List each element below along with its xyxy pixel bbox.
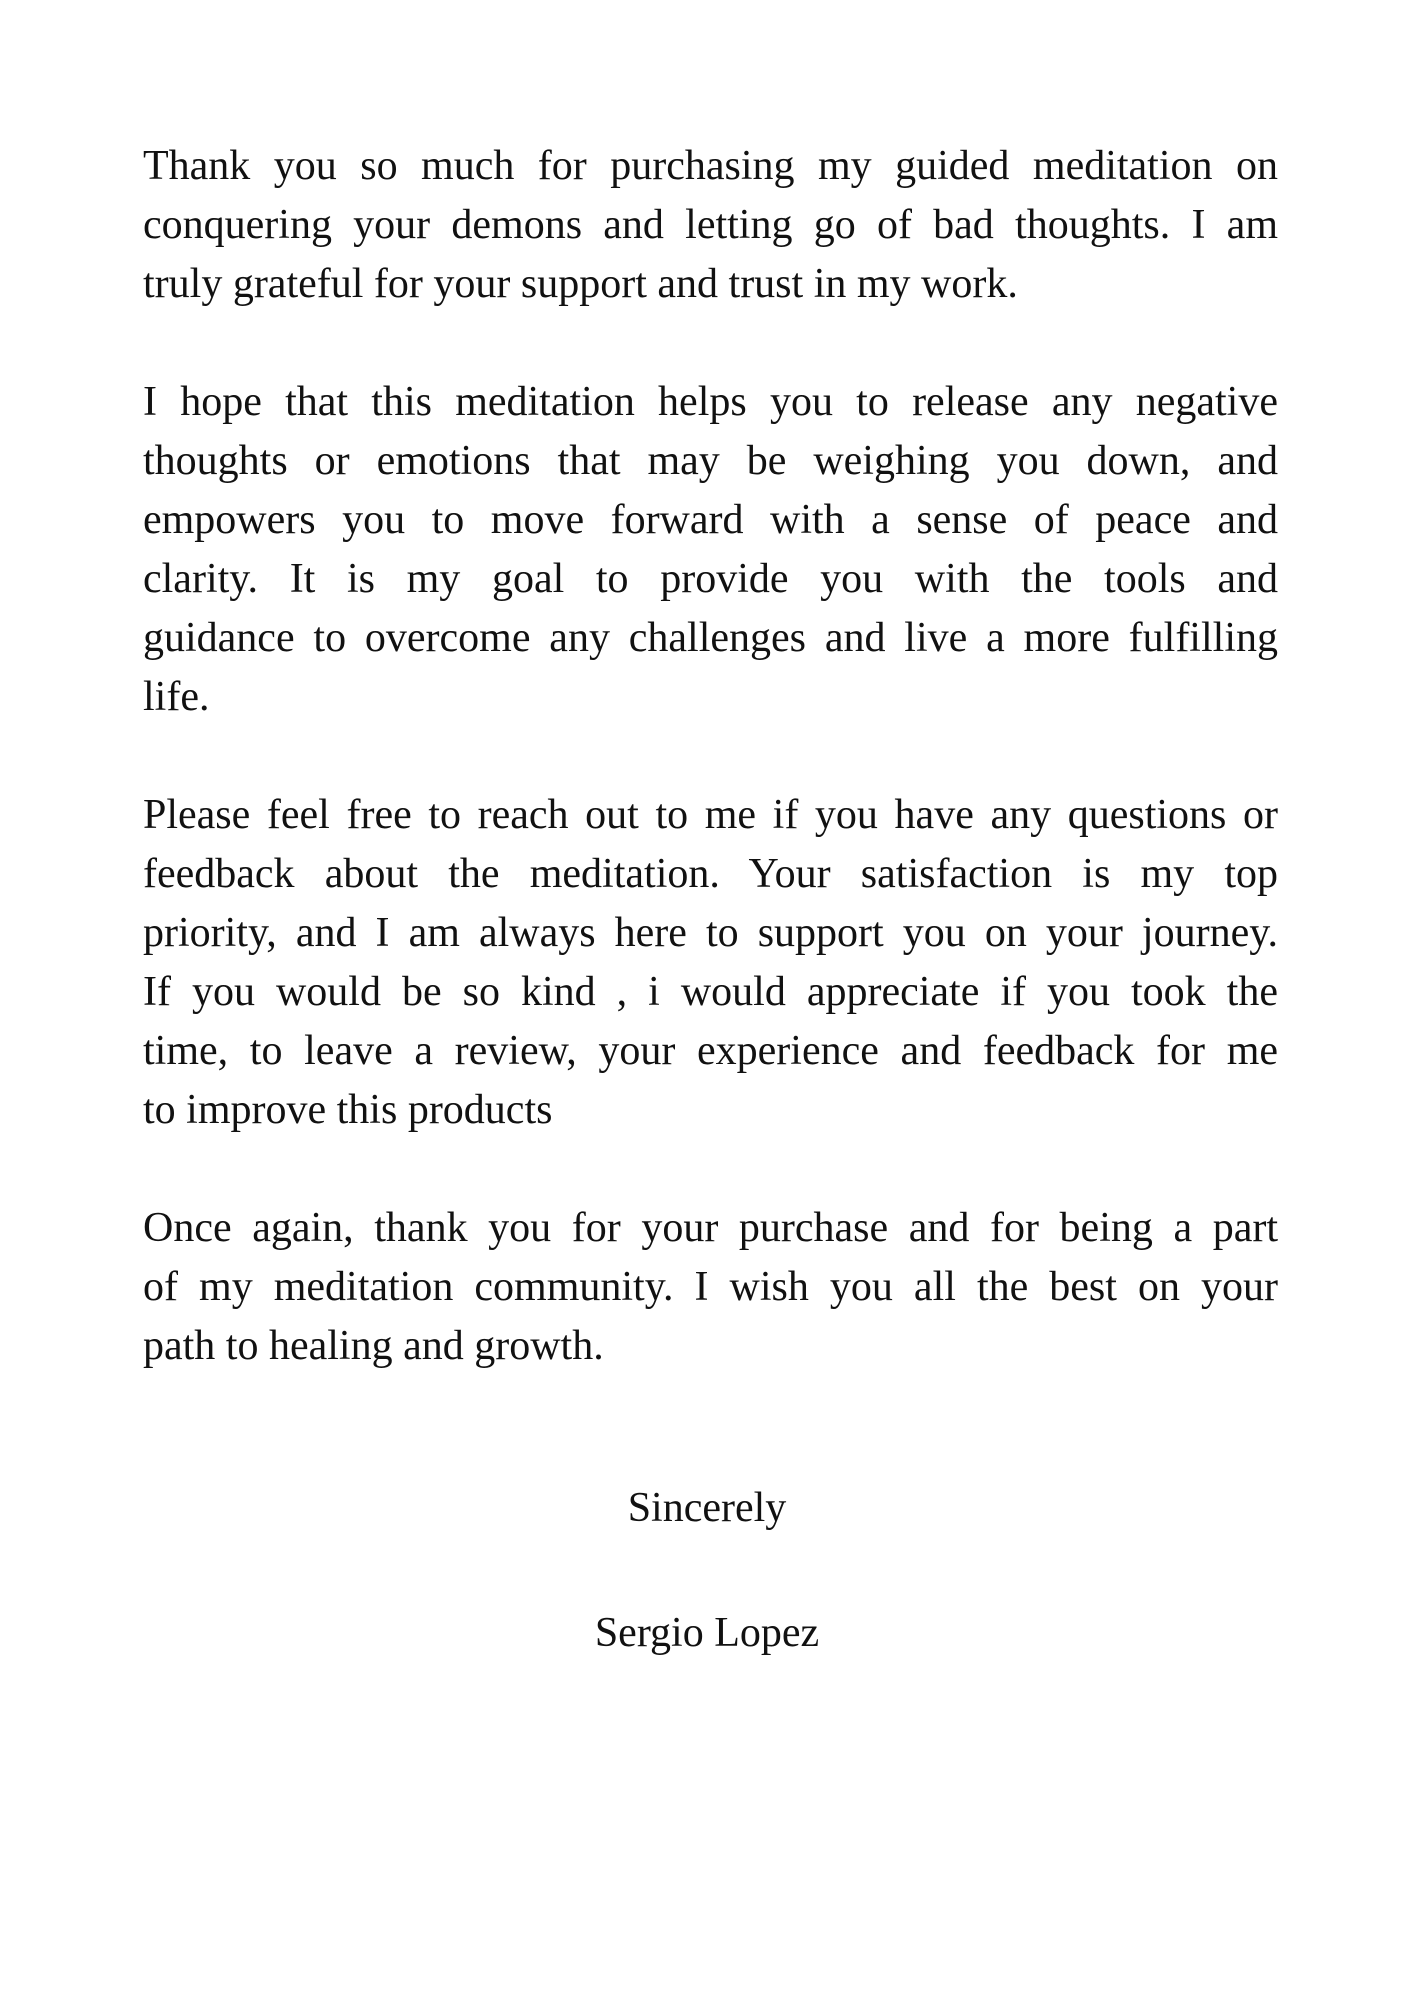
text-line: life. [143,674,210,720]
text-line: truly grateful for your support and trust in my work. [143,261,1018,307]
text-line: Please feel free to reach out to me if you have any questions or [143,792,1278,838]
closing: Sincerely [627,1485,787,1531]
paragraph [143,373,1278,727]
text-line: conquering your demons and letting go of bad thoughts. I am [143,202,1278,248]
text-line: priority, and I am always here to support you on your journey. [143,910,1278,956]
text-line: to improve this products [143,1087,553,1133]
text-line: empowers you to move forward with a sense of peace and [143,497,1278,543]
paragraph [143,137,1278,314]
paragraph [143,786,1278,1140]
text-line: Once again, thank you for your purchase and for being a part [143,1205,1278,1251]
text-line: If you would be so kind , i would appreciate if you took the [143,969,1278,1015]
text-line: I hope that this meditation helps you to release any negative [143,379,1278,425]
paragraph [143,1199,1278,1376]
letter-body [143,137,1278,1435]
text-line: clarity. It is my goal to provide you with the tools and [143,556,1278,602]
text-line: guidance to overcome any challenges and live a more fulfilling [143,615,1278,661]
text-line: thoughts or emotions that may be weighing you down, and [143,438,1278,484]
text-line: of my meditation community. I wish you all the best on your [143,1264,1278,1310]
text-line: time, to leave a review, your experience and feedback for me [143,1028,1278,1074]
signature-name: Sergio Lopez [594,1610,820,1656]
text-line: feedback about the meditation. Your satisfaction is my top [143,851,1278,897]
text-line: path to healing and growth. [143,1323,604,1369]
text-line: Thank you so much for purchasing my guided meditation on [143,143,1278,189]
